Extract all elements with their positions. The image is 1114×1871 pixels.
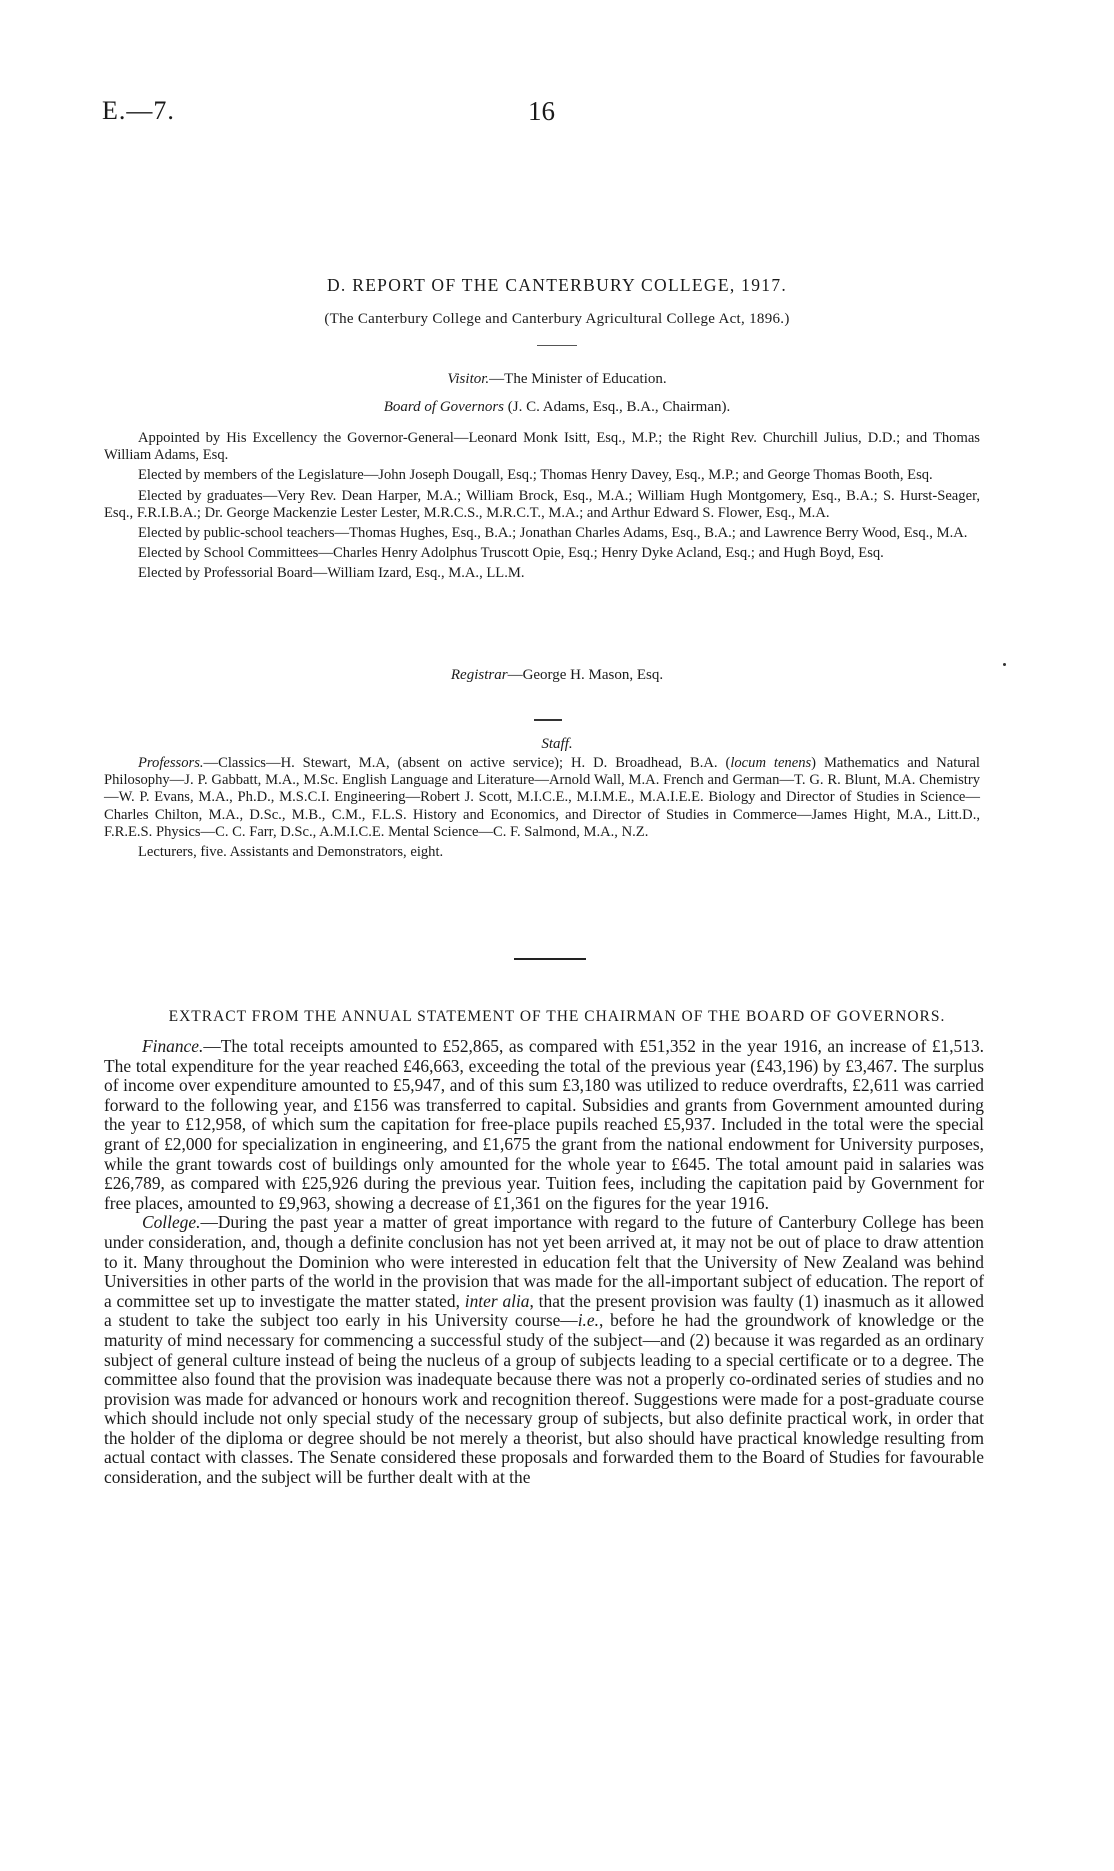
staff-list [104, 755, 980, 861]
chairman-statement [104, 1037, 984, 1488]
finance-paragraph [104, 1037, 984, 1213]
governors-legislature: Elected by members of the Legislature—John Joseph Dougall, Esq.; Thomas Henry Davey, Esq., M.P.; and George Thomas Booth, Esq. [138, 467, 933, 484]
governors-professorial-board: Elected by Professorial Board—William Izard, Esq., M.A., LL.M. [138, 565, 525, 582]
governors-appointed: Appointed by His Excellency the Governor-General—Leonard Monk Isitt, Esq., M.P.; the Right Rev. Churchill Julius, D.D.; and Thomas William Adams, Esq. [104, 430, 980, 464]
governors-graduates: Elected by graduates—Very Rev. Dean Harper, M.A.; William Brock, Esq., M.A.; William Hugh Montgomery, Esq., B.A.; S. Hurst-Seager, Esq., F.R.I.B.A.; Dr. George Mackenzie Lester Lester, M.R.C.S., M.R.C.T., M.A.; and Arthur Edward S. Flower, Esq., M.A. [104, 487, 980, 521]
report-subtitle: (The Canterbury College and Canterbury Agricultural College Act, 1896.) [324, 311, 790, 327]
board-text: (J. C. Adams, Esq., B.A., Chairman). [504, 399, 731, 415]
governors-teachers: Elected by public-school teachers—Thomas Hughes, Esq., B.A.; Jonathan Charles Adams, Esq., B.A.; and Lawrence Berry Wood, Esq., M.A. [138, 525, 968, 542]
board-label: Board of Governors [383, 399, 505, 415]
registrar-line [0, 667, 1114, 684]
page-number: 16 [528, 96, 555, 126]
visitor-label: Visitor. [447, 371, 490, 387]
college-paragraph: College.—During the past year a matter of great importance with regard to the future of Canterbury College has been under consideration, and, though a definite conclusion has not yet been arrived at, it may not be out of place to draw attention to it. Many throughout the Dominion who were interested in education felt that the University of New Zealand was behind Universities in other parts of the world in the provision that was made for the all-important subject of education. The report of a committee set up to investigate the matter stated, inter alia, that the present provision was faulty (1) inasmuch as it allowed a student to take the subject too early in his University course—i.e., before he had the groundwork of knowledge or the maturity of mind necessary for commencing a successful study of the subject—and (2) because it was regarded as an ordinary subject of general culture instead of being the nucleus of a group of subjects leading to a special certificate or to a degree. The committee also found that the provision was inadequate because there was not a properly co-ordinated series of studies and no provision was made for advanced or honours work and recognition thereof. Suggestions were made for a post-graduate course which should include not only special study of the necessary group of subjects, but also definite practical work, in order that the holder of the diploma or degree should be not merely a theorist, but also should have practical knowledge resulting from actual contact with classes. The Senate considered these proposals and forwarded them to the Board of Studies for favourable consideration, and the subject will be further dealt with at the [104, 1212, 984, 1488]
divider-short-2 [534, 719, 562, 721]
registrar-label: Registrar [450, 667, 508, 683]
divider-short [537, 345, 577, 346]
professors-label: Professors. [138, 755, 204, 771]
locum-tenens: locum tenens [730, 755, 812, 771]
board-line [0, 399, 1114, 416]
section-divider [514, 958, 586, 960]
document-code: E.—7. [102, 96, 175, 125]
registrar-text: —George H. Mason, Esq. [507, 667, 664, 683]
governors-list [104, 430, 980, 583]
finance-text: —The total receipts amounted to £52,865, as compared with £51,352 in the year 1916, an increase of £1,513. The total expenditure for the year reached £46,663, exceeding the total of the previous year (£43,196) by £3,467. The surplus of income over expenditure amounted to £5,947, and of this sum £3,180 was utilized to reduce overdrafts, £2,611 was carried forward to the following year, and £156 was transferred to capital. Subsidies and grants from Government amounted during the year to £12,958, of which sum the capitation for free-place pupils reached £5,937. Included in the total were the special grant of £2,000 for specialization in engineering, and £1,675 the grant from the national endowment for University purposes, while the grant towards cost of buildings only amounted for the whole year to £645. The total amount paid in salaries was £26,789, as compared with £25,926 during the previous year. Tuition fees, including the capitation paid by Government for free places, amounted to £9,963, showing a decrease of £1,361 on the figures for the year 1916. [104, 1036, 984, 1213]
visitor-text: —The Minister of Education. [489, 371, 667, 387]
finance-label: Finance. [142, 1036, 204, 1056]
margin-dot [1003, 663, 1006, 666]
extract-heading: EXTRACT FROM THE ANNUAL STATEMENT OF THE CHAIRMAN OF THE BOARD OF GOVERNORS. [168, 1008, 946, 1025]
lecturers-line: Lecturers, five. Assistants and Demonstrators, eight. [138, 844, 444, 861]
governors-school-committees: Elected by School Committees—Charles Henry Adolphus Truscott Opie, Esq.; Henry Dyke Acland, Esq.; and Hugh Boyd, Esq. [138, 545, 884, 562]
inter-alia: inter alia [464, 1290, 530, 1311]
college-label: College. [142, 1212, 201, 1233]
ie-abbrev: i.e. [577, 1310, 599, 1331]
visitor-line [0, 371, 1114, 388]
report-title: D. REPORT OF THE CANTERBURY COLLEGE, 1917. [326, 275, 788, 295]
staff-heading: Staff. [541, 736, 573, 752]
professors-paragraph: Professors.—Classics—H. Stewart, M.A, (absent on active service); H. D. Broadhead, B.A. (locum tenens) Mathematics and Natural Philosophy—J. P. Gabbatt, M.A., M.Sc. English Language and Literature—Arnold Wall, M.A. French and German—T. G. R. Blunt, M.A. Chemistry—W. P. Evans, M.A., Ph.D., M.S.C.I. Engineering—Robert J. Scott, M.I.C.E., M.I.M.E., M.A.I.E.E. Biology and Director of Studies in Science—Charles Chilton, M.A., D.Sc., M.B., C.M., F.L.S. History and Economics, and Director of Studies in Commerce—James Hight, M.A., Litt.D., F.R.E.S. Physics—C. C. Farr, D.Sc., A.M.I.C.E. Mental Science—C. F. Salmond, M.A., N.Z. [104, 755, 980, 840]
